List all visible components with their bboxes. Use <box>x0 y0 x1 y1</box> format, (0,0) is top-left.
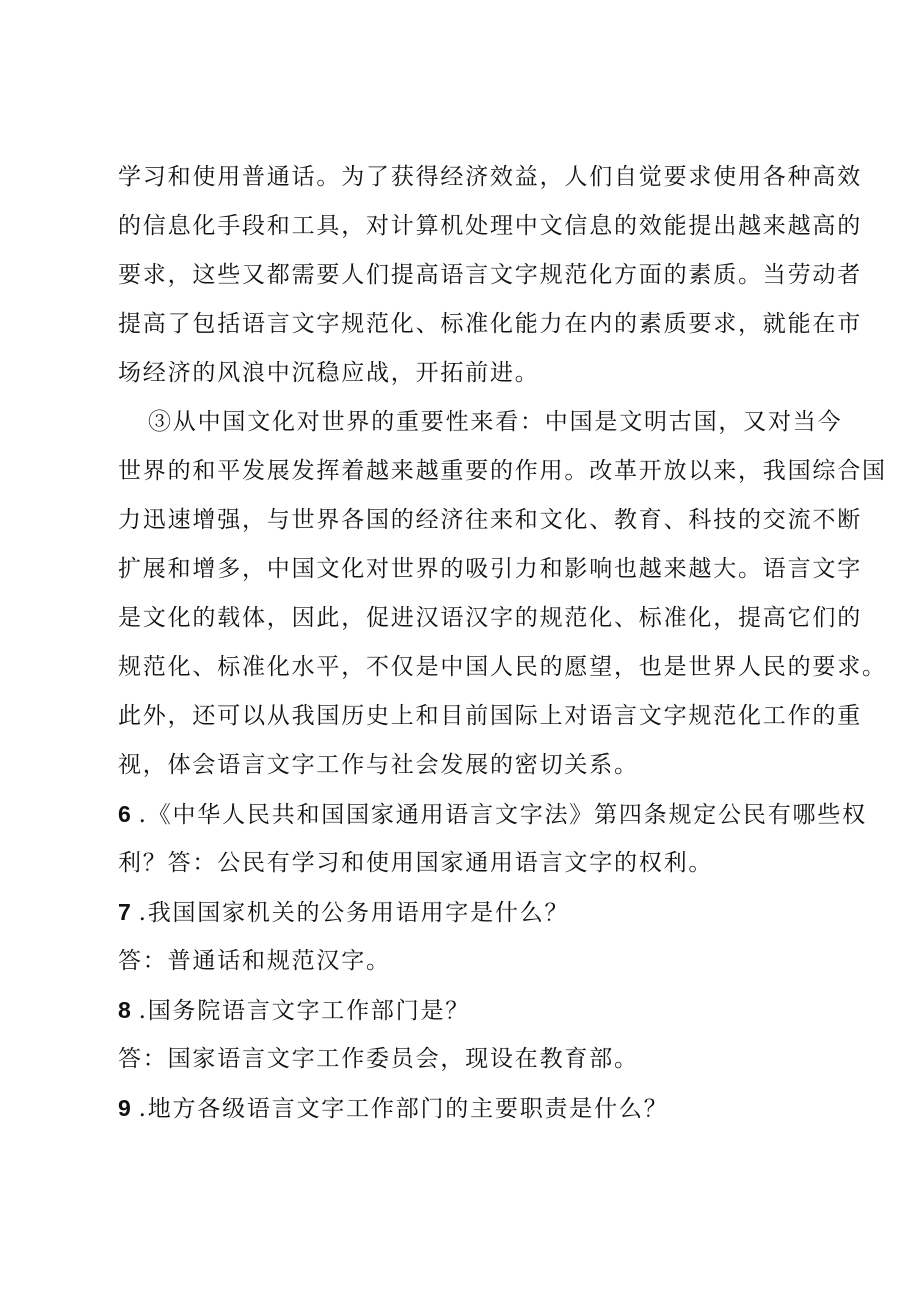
paragraph-2-line-4: 扩展和增多，中国文化对世界的吸引力和影响也越来越大。语言文字 <box>118 556 862 582</box>
paragraph-1-line-2: 的信息化手段和工具，对计算机处理中文信息的效能提出越来越高的 <box>118 213 862 239</box>
paragraph-2-line-7: 此外，还可以从我国历史上和目前国际上对语言文字规范化工作的重 <box>118 703 862 729</box>
answer-8: 答：国家语言文字工作委员会，现设在教育部。 <box>118 1046 639 1072</box>
paragraph-1-line-4: 提高了包括语言文字规范化、标准化能力在内的素质要求，就能在市 <box>118 311 862 337</box>
question-number: 8 <box>118 997 133 1023</box>
question-6-continuation: 利？答：公民有学习和使用国家通用语言文字的权利。 <box>118 850 714 876</box>
paragraph-2-line-1: ③从中国文化对世界的重要性来看：中国是文明古国，又对当今 <box>148 409 843 435</box>
question-text: .《中华人民共和国国家通用语言文字法》第四条规定公民有哪些权 <box>138 802 867 828</box>
question-text: .地方各级语言文字工作部门的主要职责是什么？ <box>138 1096 669 1122</box>
answer-7: 答：普通话和规范汉字。 <box>118 948 391 974</box>
paragraph-2-line-8: 视，体会语言文字工作与社会发展的密切关系。 <box>118 752 639 778</box>
question-8 <box>118 995 470 1026</box>
question-9 <box>118 1093 669 1124</box>
paragraph-1-line-1: 学习和使用普通话。为了获得经济效益，人们自觉要求使用各种高效 <box>118 164 862 190</box>
paragraph-1-line-3: 要求，这些又都需要人们提高语言文字规范化方面的素质。当劳动者 <box>118 262 862 288</box>
paragraph-2-line-2: 世界的和平发展发挥着越来越重要的作用。改革开放以来，我国综合国 <box>118 458 887 484</box>
question-7 <box>118 897 569 928</box>
question-6 <box>118 799 867 830</box>
paragraph-2-line-6: 规范化、标准化水平，不仅是中国人民的愿望，也是世界人民的要求。 <box>118 654 887 680</box>
question-text: .国务院语言文字工作部门是？ <box>138 998 471 1024</box>
paragraph-2-line-5: 是文化的载体，因此，促进汉语汉字的规范化、标准化，提高它们的 <box>118 605 862 631</box>
question-text: .我国国家机关的公务用语用字是什么？ <box>138 900 570 926</box>
question-number: 9 <box>118 1095 133 1121</box>
question-number: 7 <box>118 899 133 925</box>
paragraph-2-line-3: 力迅速增强，与世界各国的经济往来和文化、教育、科技的交流不断 <box>118 507 862 533</box>
question-number: 6 <box>118 801 133 827</box>
paragraph-1-line-5: 场经济的风浪中沉稳应战，开拓前进。 <box>118 360 540 386</box>
